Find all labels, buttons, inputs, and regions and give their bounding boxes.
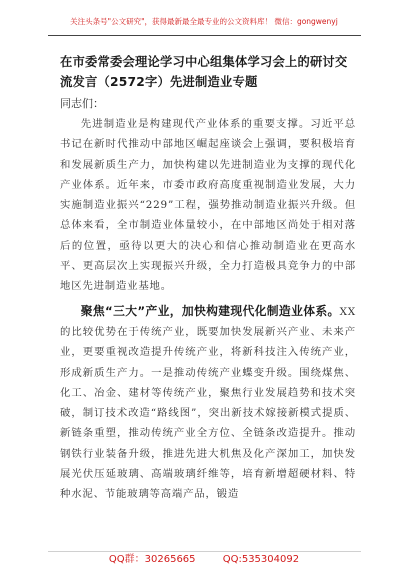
qq-group-text: QQ群：30265665 (108, 554, 196, 565)
salutation: 同志们： (60, 97, 104, 110)
paragraph-industry (60, 301, 356, 505)
paragraph-heading: 聚焦“三大”产业，加快构建现代化制造业体系。 (80, 303, 340, 318)
header-divider (48, 35, 361, 36)
footer-divider (48, 551, 361, 552)
document-body (60, 52, 356, 505)
qq-number-text: QQ:535304092 (222, 554, 300, 565)
document-title: 在市委常委会理论学习中心组集体学习会上的研讨交流发言（2572字）先进制造业专题 (60, 55, 348, 89)
footer-bar (0, 553, 408, 567)
paragraph-intro: 先进制造业是构建现代产业体系的重要支撑。习近平总书记在新时代推动中部地区崛起座谈会上强调，要积极培育和发展新质生产力，加快构建以先进制造业为支撑的现代化产业体系。近年来，市委市政府高度重视制造业发展，大力实施制造业振兴“229”工程，强势推动制造业振兴升级。但总体来看，全市制造业体量较小，在中部地区尚处于相对落后的位置，亟待以更大的决心和信心推动制造业在更高水平、更高层次上实现振兴升级，全力打造极具竞争力的中部地区先进制造业基地。 (60, 118, 356, 293)
header-banner: 关注头条号"公文研究"，获得最新最全最专业的公文资料库！ 微信：gongwenyj (70, 17, 338, 26)
paragraph-body-text: XX的比较优势在于传统产业，既要加快发展新兴产业、未来产业，更要重视改造提升传统产业，将新科技注入传统产业，形成新质生产力。一是推动传统产业蝶变升级。围绕煤焦、化工、冶金、建材等传统产业，聚焦行业发展趋势和技术突破，制订技术改造“路线图”，突出新技术嫁接新模式提质、新链条重塑，推动传统产业全方位、全链条改造提升。推动钢铁行业装备升级，推进先进大机焦及化产深加工，加快发展光伏压延玻璃、高端玻璃纤维等，培育新增超硬材料、特种水泥、节能玻璃等高端产品，锻造 (60, 305, 356, 501)
